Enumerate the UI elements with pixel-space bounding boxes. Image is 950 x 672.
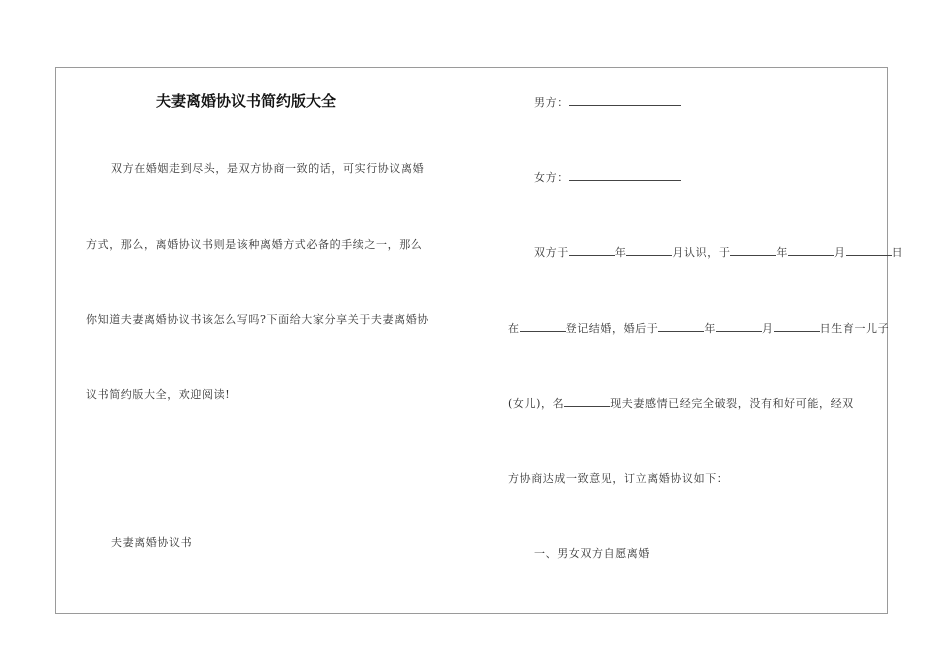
intro-line-4: 议书简约版大全，欢迎阅读!: [86, 388, 231, 401]
female-party-label: 女方：: [534, 171, 569, 184]
text-segment: 年: [614, 246, 627, 259]
text-segment: 现夫妻感情已经完全破裂，没有和好可能，经双: [610, 397, 854, 410]
blank-line: [520, 320, 566, 332]
clause-1: 一、男女双方自愿离婚: [534, 547, 650, 560]
blank-line: [716, 320, 762, 332]
document-page: [55, 67, 904, 614]
female-party-blank: [569, 169, 681, 181]
text-segment: 双方于: [534, 246, 569, 259]
text-segment: 月: [834, 246, 846, 259]
text-segment: 年: [704, 322, 717, 335]
document-title: 夫妻离婚协议书简约版大全: [156, 92, 337, 110]
text-segment: 在: [508, 322, 520, 335]
blank-line: [730, 244, 776, 256]
blank-line: [569, 244, 615, 256]
blank-line: [564, 395, 610, 407]
text-segment: 月认识，于: [672, 246, 731, 259]
intro-line-3: 你知道夫妻离婚协议书该怎么写吗?下面给大家分享关于夫妻离婚协: [86, 313, 429, 326]
male-party-label: 男方：: [534, 96, 569, 109]
text-segment: (女儿)，名: [508, 397, 565, 410]
marriage-line: [508, 320, 889, 336]
intro-line-1: 双方在婚姻走到尽头，是双方协商一致的话，可实行协议离婚: [111, 162, 425, 175]
consensus-line: 方协商达成一致意见，订立离婚协议如下：: [508, 472, 729, 485]
text-segment: 年: [776, 246, 789, 259]
blank-line: [788, 244, 834, 256]
blank-line: [658, 320, 704, 332]
blank-line: [846, 244, 892, 256]
blank-line: [626, 244, 672, 256]
child-line: [508, 395, 854, 411]
male-party-blank: [569, 94, 681, 106]
text-segment: 日: [891, 246, 904, 259]
intro-line-2: 方式，那么，离婚协议书则是该种离婚方式必备的手续之一，那么: [86, 238, 423, 251]
text-segment: 登记结婚，婚后于: [565, 322, 659, 335]
acquaintance-line: [534, 244, 903, 260]
female-party-line: [534, 169, 681, 185]
agreement-subtitle: 夫妻离婚协议书: [111, 536, 193, 549]
text-segment: 月: [762, 322, 774, 335]
male-party-line: [534, 94, 681, 110]
blank-line: [774, 320, 820, 332]
text-segment: 日生育一儿子: [819, 322, 890, 335]
